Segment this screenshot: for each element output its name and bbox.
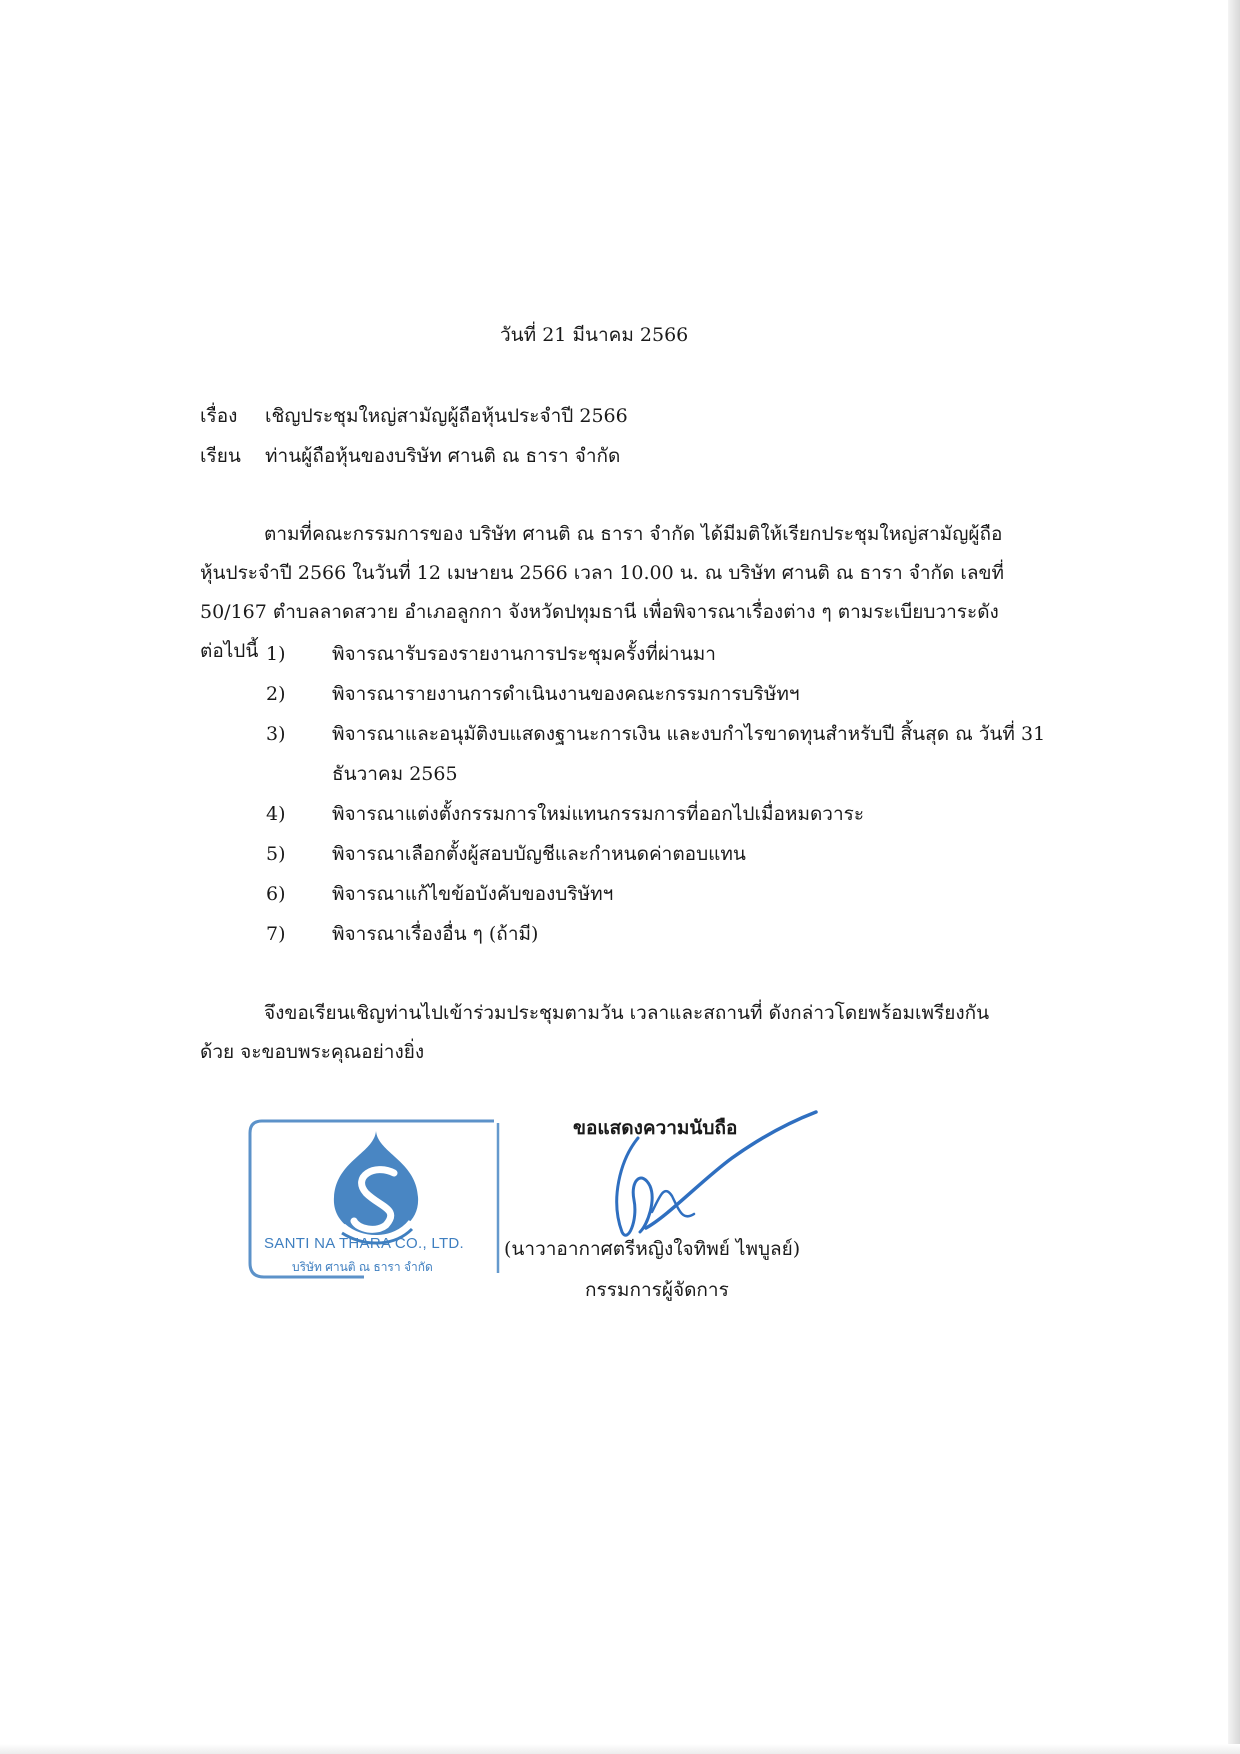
agenda-number: 6): [266, 883, 286, 905]
body-text: ตามที่คณะกรรมการของ บริษัท ศานติ ณ ธารา จำกัด ได้มีมติให้เรียกประชุมใหญ่สามัญผู้ถือหุ้นประจำปี 2566 ในวันที่ 12 เมษายน 2566 เวลา 10.00 น. ณ บริษัท ศานติ ณ ธารา จำกัด เลขที่ 50/167 ตำบลลาดสวาย อำเภอลูกกา จังหวัดปทุมธานี เพื่อพิจารณาเรื่องต่าง ๆ ตามระเบียบวาระดังต่อไปนี้: [200, 523, 1005, 662]
agenda-item: [266, 914, 1046, 954]
scan-bottom-shadow: [0, 1744, 1240, 1754]
subject-label: เรื่อง: [200, 405, 238, 427]
subject-text: เชิญประชุมใหญ่สามัญผู้ถือหุ้นประจำปี 2566: [265, 405, 628, 427]
handwritten-signature: [590, 1100, 830, 1245]
agenda-text: พิจารณารายงานการดำเนินงานของคณะกรรมการบริษัทฯ: [332, 683, 800, 705]
regards-text: ขอแสดงความนับถือ: [573, 1117, 738, 1139]
agenda-text: พิจารณาและอนุมัติงบแสดงฐานะการเงิน และงบกำไรขาดทุนสำหรับปี สิ้นสุด ณ วันที่ 31 ธันวาคม 2565: [332, 723, 1046, 785]
agenda-item: [266, 634, 1046, 674]
agenda-text: พิจารณาเรื่องอื่น ๆ (ถ้ามี): [332, 923, 539, 945]
agenda-item: [266, 874, 1046, 914]
agenda-number: 4): [266, 803, 286, 825]
letter-date: วันที่ 21 มีนาคม 2566: [500, 324, 689, 346]
signer-name: (นาวาอากาศตรีหญิงใจทิพย์ ไพบูลย์): [504, 1238, 801, 1260]
signer-title: กรรมการผู้จัดการ: [585, 1279, 729, 1301]
stamp-company-name-th: บริษัท ศานติ ณ ธารา จำกัด: [292, 1260, 433, 1274]
agenda-number: 1): [266, 643, 286, 665]
agenda-item: [266, 674, 1046, 714]
agenda-item: [266, 834, 1046, 874]
agenda-text: พิจารณารับรองรายงานการประชุมครั้งที่ผ่านมา: [332, 643, 716, 665]
scan-edge-shadow: [1228, 0, 1240, 1754]
agenda-list: [266, 634, 1046, 954]
recipient-text: ท่านผู้ถือหุ้นของบริษัท ศานติ ณ ธารา จำกัด: [265, 445, 621, 467]
bodhi-leaf-logo-icon: [334, 1131, 418, 1243]
agenda-number: 3): [266, 723, 286, 745]
agenda-number: 7): [266, 923, 286, 945]
closing-text: จึงขอเรียนเชิญท่านไปเข้าร่วมประชุมตามวัน เวลาและสถานที่ ดังกล่าวโดยพร้อมเพรียงกันด้วย จะขอบพระคุณอย่างยิ่ง: [200, 1002, 990, 1063]
recipient-label: เรียน: [200, 445, 241, 467]
closing-paragraph: [200, 994, 1010, 1072]
stamp-company-name-en: SANTI NA THARA CO., LTD.: [264, 1235, 465, 1252]
agenda-text: พิจารณาแก้ไขข้อบังคับของบริษัทฯ: [332, 883, 614, 905]
agenda-text: พิจารณาเลือกตั้งผู้สอบบัญชีและกำหนดค่าตอบแทน: [332, 843, 746, 865]
agenda-number: 5): [266, 843, 286, 865]
agenda-item: [266, 794, 1046, 834]
agenda-number: 2): [266, 683, 286, 705]
agenda-text: พิจารณาแต่งตั้งกรรมการใหม่แทนกรรมการที่ออกไปเมื่อหมดวาระ: [332, 803, 865, 825]
agenda-item: [266, 714, 1046, 794]
